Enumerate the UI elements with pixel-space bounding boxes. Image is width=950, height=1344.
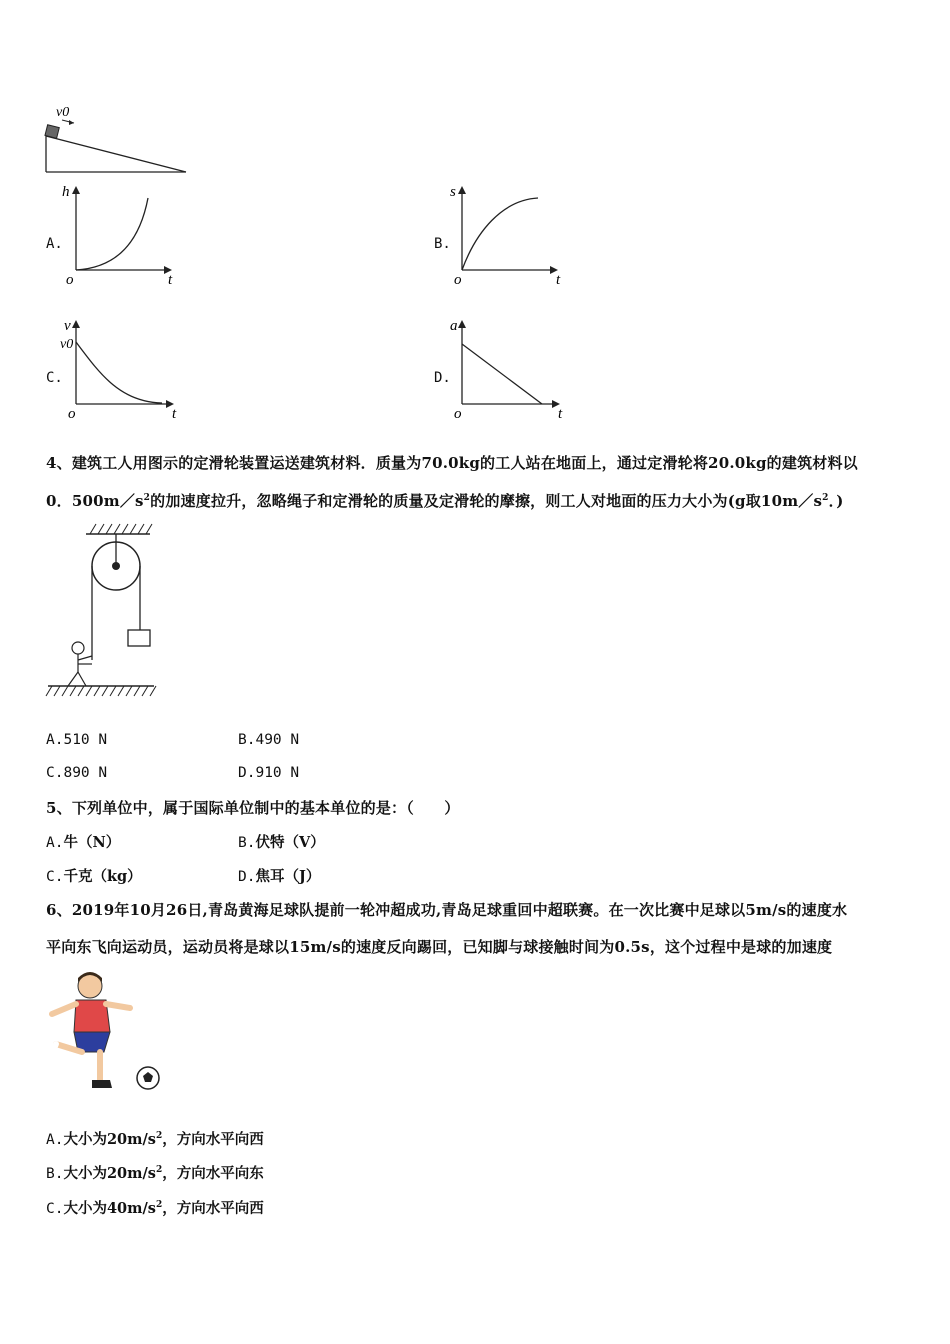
option-a-letter: A.	[46, 236, 63, 252]
v0-tick-label: v0	[60, 337, 74, 352]
material-box	[128, 630, 150, 646]
q5-option-a[interactable]: A.牛（N）	[46, 834, 121, 851]
q6-option-c[interactable]: C.大小为$40m/s^2$，方向水平向西	[46, 1200, 264, 1217]
q5-option-b[interactable]: B.伏特（V）	[238, 834, 325, 851]
origin-label: o	[454, 406, 462, 422]
graph-c	[58, 314, 188, 424]
q5-text: 5、下列单位中，属于国际单位制中的基本单位的是：（ ）	[46, 799, 460, 817]
q4-option-b[interactable]: B.490 N	[238, 732, 300, 748]
axis-y-label: s	[450, 184, 456, 200]
axis-y-label: h	[62, 184, 70, 200]
q6-option-b[interactable]: B.大小为$20m/s^2$，方向水平向东	[46, 1165, 264, 1182]
block-shape	[45, 125, 59, 139]
axis-y-label: v	[64, 318, 71, 334]
axis-x-label: t	[556, 272, 561, 288]
q5-option-d[interactable]: D.焦耳（J）	[238, 868, 321, 885]
v0-label: v0	[56, 105, 70, 120]
q4-option-d[interactable]: D.910 N	[238, 765, 300, 781]
option-d-letter: D.	[434, 370, 451, 386]
q4-text-line1: 4、建筑工人用图示的定滑轮装置运送建筑材料．质量为70.0kg的工人站在地面上，通过定滑轮将20.0kg的建筑材料以	[46, 454, 858, 472]
q6-option-a[interactable]: A.大小为$20m/s^2$，方向水平向西	[46, 1131, 264, 1148]
axis-y-label: a	[450, 318, 458, 334]
curve-c	[76, 342, 162, 403]
origin-label: o	[66, 272, 74, 288]
q4-text-line2: 0．$500m/s^2$的加速度拉升，忽略绳子和定滑轮的质量及定滑轮的摩擦，则工人对地面的压力大小为(g取$10m/s^2$．)	[46, 492, 844, 510]
curve-a	[76, 198, 148, 270]
q4-option-c[interactable]: C.890 N	[46, 765, 108, 781]
worker-figure	[72, 642, 84, 654]
axis-x-label: t	[168, 272, 173, 288]
option-b-letter: B.	[434, 236, 451, 252]
line-d	[462, 344, 542, 404]
option-c-letter: C.	[46, 370, 63, 386]
soccer-player-illustration	[44, 968, 168, 1096]
graph-d	[446, 314, 576, 424]
graph-b	[446, 180, 576, 290]
q6-text-line1: 6、2019年10月26日,青岛黄海足球队提前一轮冲超成功,青岛足球重回中超联赛。在一次比赛中足球以5m/s的速度水	[46, 901, 848, 919]
curve-b	[462, 198, 538, 270]
incline-figure	[40, 98, 200, 178]
axis-x-label: t	[172, 406, 177, 422]
q6-text-line2: 平向东飞向运动员，运动员将是球以15m/s的速度反向踢回，已知脚与球接触时间为0.5s，这个过程中是球的加速度	[46, 938, 833, 956]
pulley-figure	[44, 520, 164, 700]
graph-a	[60, 180, 190, 290]
axis-x-label: t	[558, 406, 563, 422]
origin-label: o	[454, 272, 462, 288]
q4-option-a[interactable]: A.510 N	[46, 732, 108, 748]
origin-label: o	[68, 406, 76, 422]
q5-option-c[interactable]: C.千克（kg）	[46, 868, 142, 885]
